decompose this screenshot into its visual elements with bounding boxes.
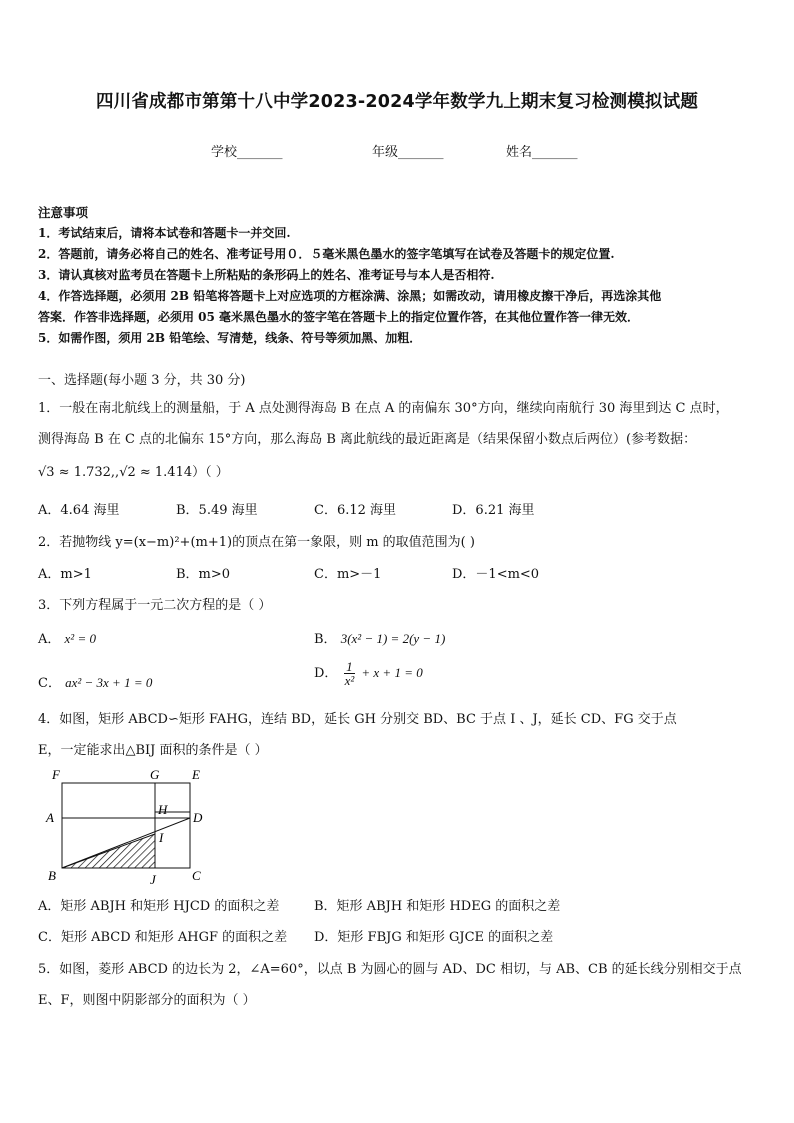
label-j: J	[150, 872, 156, 887]
note-item: 2．答题前，请务必将自己的姓名、准考证号用０．５毫米黑色墨水的签字笔填写在试卷及答题卡的规定位置.	[38, 247, 615, 261]
q1-option-c: C．6.12 海里	[314, 503, 397, 518]
fraction-denominator: x²	[344, 673, 355, 688]
option-label: C．	[38, 676, 61, 691]
note-item: 答案．作答非选择题，必须用 05 毫米黑色墨水的签字笔在答题卡上的指定位置作答，在其他位置作答一律无效．	[38, 310, 640, 324]
label-a: A	[46, 810, 54, 825]
note-item: 1．考试结束后，请将本试卷和答题卡一并交回.	[38, 226, 291, 240]
q1-option-b: B．5.49 海里	[176, 503, 258, 518]
option-label: A．	[38, 632, 61, 647]
q3-option-b	[314, 628, 445, 647]
fraction	[344, 660, 356, 687]
page-title: 四川省成都市第第十八中学2023-2024学年数学九上期末复习检测模拟试题	[95, 92, 699, 112]
geometry-figure	[40, 764, 220, 888]
q1-line3: √3 ≈ 1.732,,√2 ≈ 1.414）（ ）	[38, 465, 229, 480]
option-expression: ax² − 3x + 1 = 0	[65, 675, 153, 690]
q4-line1: 4．如图，矩形 ABCD∽矩形 FAHG，连结 BD，延长 GH 分别交 BD、BC 于点 I 、J，延长 CD、FG 交于点	[38, 712, 677, 727]
label-f: F	[52, 767, 60, 782]
note-item: 3．请认真核对监考员在答题卡上所粘贴的条形码上的姓名、准考证号与本人是否相符.	[38, 268, 495, 282]
label-i: I	[159, 830, 164, 845]
q3-option-a	[38, 628, 96, 647]
q1-option-d: D．6.21 海里	[452, 503, 535, 518]
label-e: E	[192, 767, 200, 782]
q2-stem: 2．若抛物线 y=(x−m)²+(m+1)的顶点在第一象限，则 m 的取值范围为( )	[38, 535, 475, 550]
q2-option-c: C．m>－1	[314, 567, 382, 582]
label-d: D	[193, 810, 203, 825]
q5-line1: 5．如图，菱形 ABCD 的边长为 2，∠A=60°，以点 B 为圆心的圆与 AD、DC 相切，与 AB、CB 的延长线分别相交于点	[38, 962, 742, 977]
q2-option-d: D．－1<m<0	[452, 567, 540, 582]
q3-option-d	[314, 660, 423, 687]
label-c: C	[192, 868, 201, 883]
note-item: 5．如需作图，须用 2B 铅笔绘、写清楚，线条、符号等须加黑、加粗．	[38, 331, 422, 345]
grade-field: 年级_______	[372, 145, 444, 160]
q4-option-d: D．矩形 FBJG 和矩形 GJCE 的面积之差	[314, 930, 554, 945]
label-h: H	[158, 802, 168, 817]
q2-option-a: A．m>1	[38, 567, 92, 582]
q2-option-b: B．m>0	[176, 567, 231, 582]
name-field: 姓名_______	[506, 145, 578, 160]
q5-line2: E、F，则图中阴影部分的面积为（ ）	[38, 993, 256, 1008]
q1-option-a: A．4.64 海里	[38, 503, 120, 518]
q3-stem: 3．下列方程属于一元二次方程的是（ ）	[38, 598, 272, 613]
label-g: G	[150, 767, 160, 782]
note-item: 4．作答选择题，必须用 2B 铅笔将答题卡上对应选项的方框涂满、涂黑；如需改动，请用橡皮擦干净后，再选涂其他	[38, 289, 662, 303]
label-b: B	[48, 868, 56, 883]
q4-option-b: B．矩形 ABJH 和矩形 HDEG 的面积之差	[314, 899, 561, 914]
q4-option-c: C．矩形 ABCD 和矩形 AHGF 的面积之差	[38, 930, 288, 945]
q1-line2: 测得海岛 B 在 C 点的北偏东 15°方向，那么海岛 B 离此航线的最近距离是（结果保留小数点后两位）(参考数据：	[38, 432, 697, 447]
option-expression: 3(x² − 1) = 2(y − 1)	[340, 631, 446, 646]
q4-option-a: A．矩形 ABJH 和矩形 HJCD 的面积之差	[38, 899, 280, 914]
option-label: B．	[314, 632, 337, 647]
section-heading: 一、选择题(每小题 3 分，共 30 分)	[38, 373, 246, 388]
fraction-numerator: 1	[344, 660, 356, 674]
option-expression: x² = 0	[64, 631, 96, 646]
option-expression: + x + 1 = 0	[361, 665, 423, 680]
school-field: 学校_______	[211, 145, 283, 160]
q1-line1: 1．一般在南北航线上的测量船，于 A 点处测得海岛 B 在点 A 的南偏东 30°方向，继续向南航行 30 海里到达 C 点时，	[38, 401, 729, 416]
q4-line2: E，一定能求出△BIJ 面积的条件是（ ）	[38, 743, 268, 758]
option-label: D．	[314, 666, 338, 681]
notes-heading: 注意事项	[38, 205, 89, 220]
q3-option-c	[38, 672, 152, 691]
